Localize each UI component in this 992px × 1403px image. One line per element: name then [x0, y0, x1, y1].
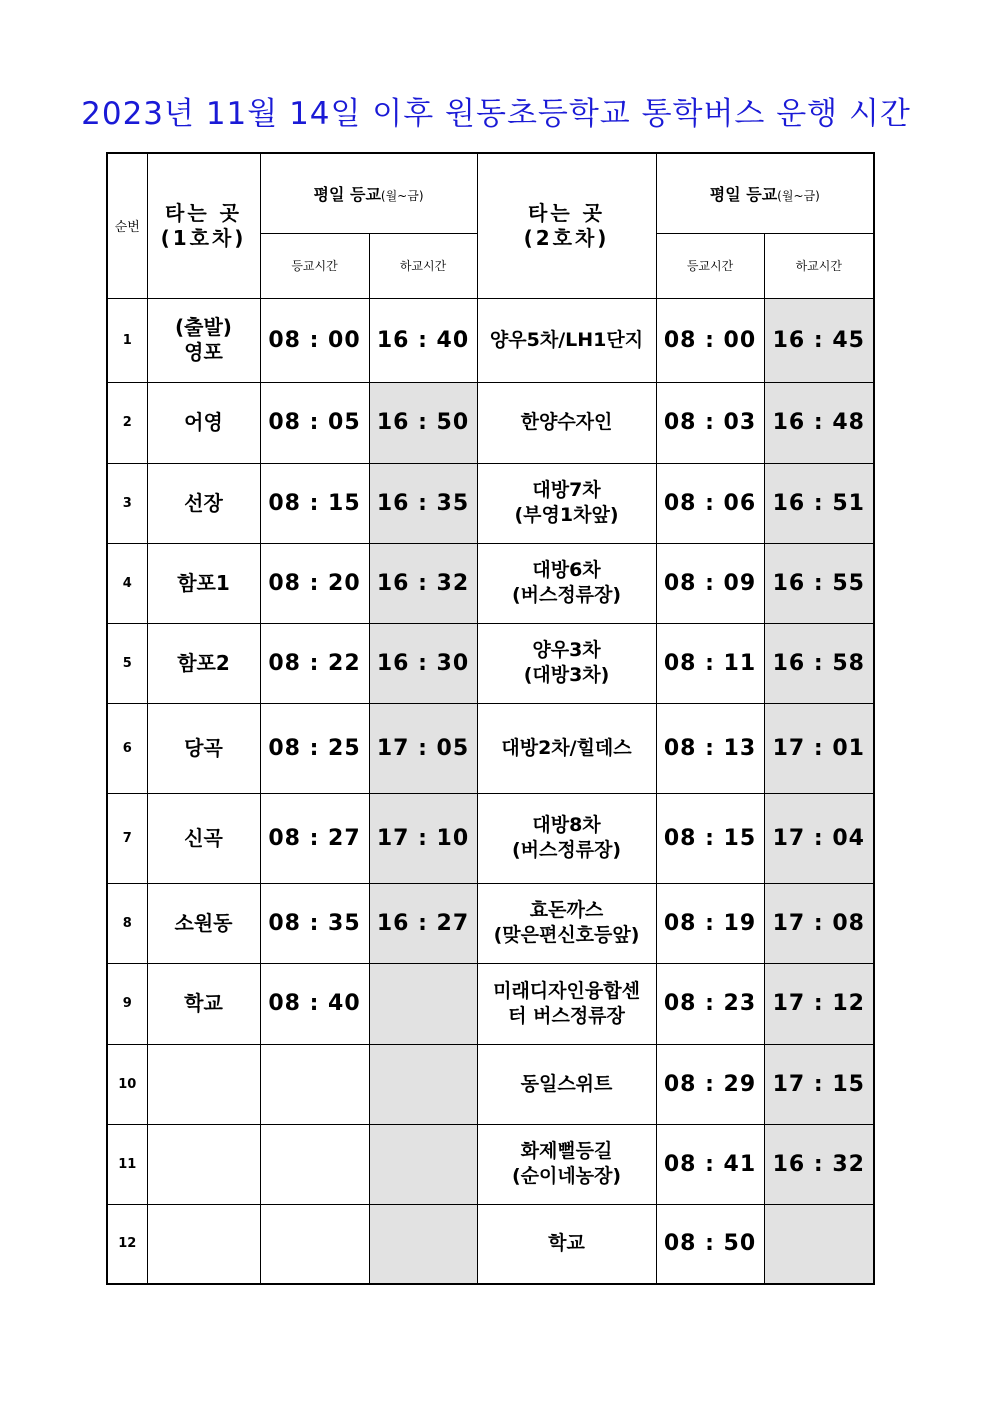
arrive-time-bus1: 08 : 35 — [260, 883, 369, 963]
stop-bus2 — [477, 1124, 656, 1204]
bus-schedule-table — [106, 152, 875, 1285]
row-number: 5 — [107, 623, 147, 703]
stop-bus2-line: (부영1차앞) — [514, 504, 619, 526]
arrive-time-bus2: 08 : 29 — [656, 1044, 764, 1124]
header-place-bus2-line2: (2호차) — [523, 225, 610, 250]
table-row — [107, 298, 874, 382]
header-weekday-bus2 — [656, 153, 874, 233]
stop-bus1 — [147, 1044, 260, 1124]
stop-bus1 — [147, 382, 260, 463]
stop-bus2 — [477, 793, 656, 883]
arrive-time-bus2: 08 : 41 — [656, 1124, 764, 1204]
stop-bus2-line: 대방7차 — [532, 479, 601, 502]
arrive-time-bus2: 08 : 50 — [656, 1204, 764, 1284]
header-weekday-bus1 — [260, 153, 477, 233]
stop-bus2-line: 미래디자인융합센 — [493, 979, 640, 1002]
table-row — [107, 623, 874, 703]
depart-time-bus2: 16 : 48 — [764, 382, 874, 463]
depart-time-bus1 — [369, 1204, 477, 1284]
table-row — [107, 1204, 874, 1284]
arrive-time-bus1: 08 : 40 — [260, 963, 369, 1044]
depart-time-bus1 — [369, 1044, 477, 1124]
row-number: 6 — [107, 703, 147, 793]
depart-time-bus2: 16 : 51 — [764, 463, 874, 543]
header-row — [107, 153, 874, 233]
arrive-time-bus2: 08 : 09 — [656, 543, 764, 623]
depart-time-bus1: 16 : 32 — [369, 543, 477, 623]
arrive-time-bus1: 08 : 22 — [260, 623, 369, 703]
depart-time-bus1: 17 : 05 — [369, 703, 477, 793]
arrive-time-bus2: 08 : 19 — [656, 883, 764, 963]
table-row — [107, 1044, 874, 1124]
table-row — [107, 703, 874, 793]
arrive-time-bus1 — [260, 1124, 369, 1204]
stop-bus2-line: 화제뻘등길 — [520, 1140, 613, 1163]
arrive-time-bus1: 08 : 27 — [260, 793, 369, 883]
stop-bus2 — [477, 1204, 656, 1284]
stop-bus2 — [477, 623, 656, 703]
depart-time-bus2: 16 : 58 — [764, 623, 874, 703]
arrive-time-bus1: 08 : 05 — [260, 382, 369, 463]
stop-bus1-line: (출발) — [175, 315, 232, 339]
row-number: 1 — [107, 298, 147, 382]
depart-time-bus1: 16 : 40 — [369, 298, 477, 382]
table-row — [107, 463, 874, 543]
row-number: 7 — [107, 793, 147, 883]
row-number: 8 — [107, 883, 147, 963]
row-number: 9 — [107, 963, 147, 1044]
arrive-time-bus2: 08 : 00 — [656, 298, 764, 382]
depart-time-bus1: 16 : 27 — [369, 883, 477, 963]
header-no: 순번 — [107, 153, 147, 298]
depart-time-bus1 — [369, 963, 477, 1044]
header-depart-bus1: 하교시간 — [369, 233, 477, 298]
header-weekday-label: 평일 등교 — [709, 184, 778, 204]
arrive-time-bus1 — [260, 1044, 369, 1124]
stop-bus1-line: 선장 — [184, 490, 223, 515]
arrive-time-bus2: 08 : 15 — [656, 793, 764, 883]
arrive-time-bus1: 08 : 20 — [260, 543, 369, 623]
stop-bus2-line: 학교 — [548, 1232, 585, 1255]
depart-time-bus1: 16 : 30 — [369, 623, 477, 703]
stop-bus2-line: 양우5차/LH1단지 — [489, 328, 644, 351]
depart-time-bus2: 16 : 55 — [764, 543, 874, 623]
stop-bus2 — [477, 382, 656, 463]
header-place-bus2-line1: 타는 곳 — [528, 200, 605, 225]
stop-bus2 — [477, 1044, 656, 1124]
arrive-time-bus2: 08 : 11 — [656, 623, 764, 703]
stop-bus1-line: 소원동 — [174, 910, 233, 935]
stop-bus1 — [147, 793, 260, 883]
stop-bus2 — [477, 298, 656, 382]
stop-bus2-line: (대방3차) — [523, 664, 610, 686]
stop-bus2 — [477, 703, 656, 793]
stop-bus1 — [147, 623, 260, 703]
row-number: 3 — [107, 463, 147, 543]
stop-bus1 — [147, 298, 260, 382]
depart-time-bus2: 17 : 15 — [764, 1044, 874, 1124]
depart-time-bus1: 17 : 10 — [369, 793, 477, 883]
stop-bus1 — [147, 703, 260, 793]
depart-time-bus2: 17 : 04 — [764, 793, 874, 883]
depart-time-bus2: 16 : 32 — [764, 1124, 874, 1204]
stop-bus2 — [477, 883, 656, 963]
stop-bus1-line: 학교 — [184, 991, 223, 1015]
row-number: 4 — [107, 543, 147, 623]
depart-time-bus2 — [764, 1204, 874, 1284]
stop-bus2 — [477, 463, 656, 543]
depart-time-bus2: 17 : 08 — [764, 883, 874, 963]
stop-bus2-line: (순이네농장) — [511, 1165, 622, 1187]
depart-time-bus1: 16 : 35 — [369, 463, 477, 543]
header-place-bus1-line2: (1호차) — [160, 225, 247, 250]
table-row — [107, 543, 874, 623]
stop-bus2-line: (버스정류장) — [511, 839, 622, 861]
row-number: 11 — [107, 1124, 147, 1204]
arrive-time-bus2: 08 : 13 — [656, 703, 764, 793]
stop-bus2-line: 효돈까스 — [529, 899, 604, 922]
header-weekday-days: (월~금) — [777, 188, 820, 203]
arrive-time-bus1: 08 : 15 — [260, 463, 369, 543]
stop-bus1-line: 영포 — [184, 340, 223, 364]
depart-time-bus2: 17 : 01 — [764, 703, 874, 793]
stop-bus1 — [147, 963, 260, 1044]
arrive-time-bus1: 08 : 25 — [260, 703, 369, 793]
stop-bus1-line: 당곡 — [184, 735, 223, 760]
arrive-time-bus2: 08 : 23 — [656, 963, 764, 1044]
stop-bus1-line: 어영 — [184, 410, 223, 434]
row-number: 12 — [107, 1204, 147, 1284]
stop-bus1 — [147, 883, 260, 963]
stop-bus2-line: (맞은편신호등앞) — [493, 924, 640, 946]
stop-bus2 — [477, 963, 656, 1044]
header-weekday-days: (월~금) — [380, 188, 424, 203]
table-row — [107, 793, 874, 883]
stop-bus1 — [147, 1124, 260, 1204]
header-arrive-bus1: 등교시간 — [260, 233, 369, 298]
depart-time-bus2: 17 : 12 — [764, 963, 874, 1044]
header-weekday-label: 평일 등교 — [313, 184, 381, 204]
stop-bus2-line: 대방2차/힐데스 — [501, 736, 632, 759]
stop-bus2-line: 대방8차 — [532, 814, 601, 837]
arrive-time-bus2: 08 : 03 — [656, 382, 764, 463]
depart-time-bus2: 16 : 45 — [764, 298, 874, 382]
stop-bus1 — [147, 1204, 260, 1284]
header-place-bus2 — [477, 153, 656, 298]
table-row — [107, 1124, 874, 1204]
stop-bus1 — [147, 463, 260, 543]
header-place-bus1-line1: 타는 곳 — [165, 200, 242, 225]
header-depart-bus2: 하교시간 — [764, 233, 874, 298]
stop-bus1 — [147, 543, 260, 623]
stop-bus2-line: 한양수자인 — [520, 411, 613, 434]
stop-bus2-line: 대방6차 — [532, 559, 601, 582]
arrive-time-bus1: 08 : 00 — [260, 298, 369, 382]
row-number: 2 — [107, 382, 147, 463]
stop-bus1-line: 신곡 — [184, 825, 223, 850]
table-row — [107, 963, 874, 1044]
row-number: 10 — [107, 1044, 147, 1124]
depart-time-bus1: 16 : 50 — [369, 382, 477, 463]
stop-bus1-line: 함포1 — [177, 570, 230, 595]
table-row — [107, 382, 874, 463]
stop-bus2-line: 터 버스정류장 — [508, 1004, 625, 1027]
page-title: 2023년 11월 14일 이후 원동초등학교 통학버스 운행 시간 — [81, 96, 911, 132]
arrive-time-bus2: 08 : 06 — [656, 463, 764, 543]
stop-bus1-line: 함포2 — [177, 650, 230, 675]
stop-bus2-line: (버스정류장) — [511, 584, 622, 606]
arrive-time-bus1 — [260, 1204, 369, 1284]
depart-time-bus1 — [369, 1124, 477, 1204]
stop-bus2 — [477, 543, 656, 623]
header-arrive-bus2: 등교시간 — [656, 233, 764, 298]
stop-bus2-line: 동일스위트 — [520, 1072, 613, 1095]
stop-bus2-line: 양우3차 — [532, 639, 601, 662]
header-place-bus1 — [147, 153, 260, 298]
table-row — [107, 883, 874, 963]
